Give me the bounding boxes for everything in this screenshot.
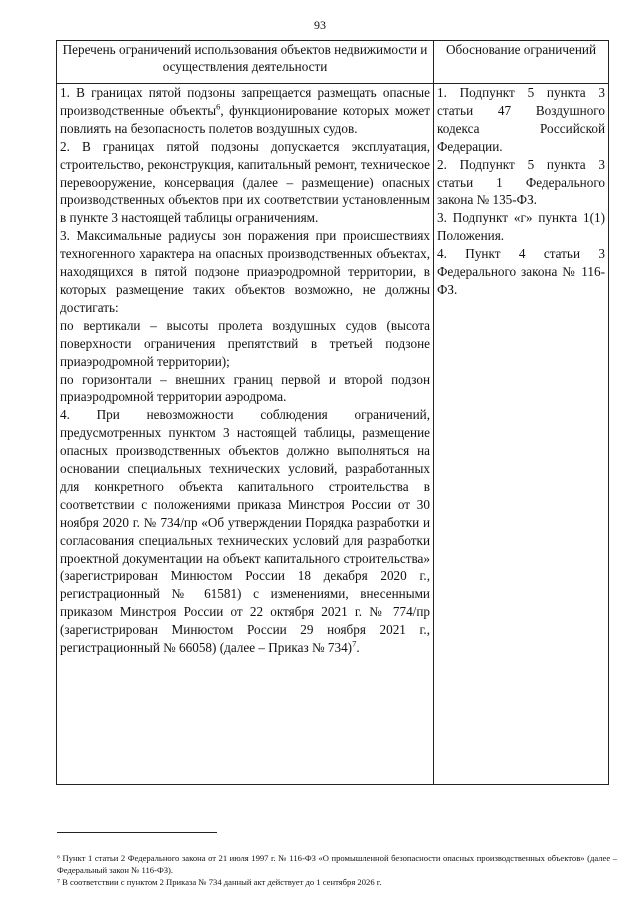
- basis-item-2: 2. Подпункт 5 пункта 3 статьи 1 Федерального закона № 135-ФЗ.: [437, 156, 605, 208]
- restriction-item-1: [57, 84, 433, 138]
- restriction-item-4: [57, 406, 433, 657]
- restriction-item-1-tail: , функционирование которых может повлиять на безопасность полетов воздушных судов.: [60, 102, 430, 136]
- restrictions-cell: [57, 84, 434, 785]
- basis-item-4: 4. Пункт 4 статьи 3 Федерального закона № 116-ФЗ.: [437, 246, 605, 297]
- footnote-separator: [57, 832, 217, 833]
- header-restrictions-basis: Обоснование ограничений: [434, 41, 609, 84]
- page-number: 93: [314, 18, 326, 32]
- table-header-row: [57, 41, 609, 84]
- basis-item-3: 3. Подпункт «г» пункта 1(1) Положения.: [437, 210, 605, 244]
- restriction-item-2: 2. В границах пятой подзоны допускается эксплуатация, строительство, реконструкция, капитальный ремонт, техническое перевооружение, консервация (далее – размещение) опасных производственных объектов при их соответствии установленным в пункте 3 настоящей таблицы ограничениям.: [60, 138, 430, 226]
- basis-cell: [434, 84, 609, 785]
- header-restrictions-list: Перечень ограничений использования объектов недвижимости и осуществления деятельности: [57, 41, 434, 84]
- footnote-7: ⁷ В соответствии с пунктом 2 Приказа № 734 данный акт действует до 1 сентября 2026 г.: [57, 877, 382, 887]
- footnote-6: ⁶ Пункт 1 статьи 2 Федерального закона от 21 июля 1997 г. № 116-ФЗ «О промышленной безопасности опасных производственных объектов» (далее – Федеральный закон № 116-ФЗ).: [57, 853, 617, 875]
- footnotes: [57, 852, 617, 888]
- restriction-item-1-text: 1. В границах пятой подзоны запрещается размещать опасные производственные объекты: [60, 85, 430, 118]
- basis-item-1: 1. Подпункт 5 пункта 3 статьи 47 Воздушного кодекса Российской Федерации.: [437, 85, 605, 154]
- restriction-item-3: 3. Максимальные радиусы зон поражения при происшествиях техногенного характера на опасных производственных объектах, находящихся в пятой подзоне приаэродромной территории, в которых размещение таких объектов возможно, не должны достигать:: [60, 228, 430, 315]
- footnote-ref-6: 6: [216, 101, 221, 112]
- restriction-item-3-horizontal: по горизонтали – внешних границ первой и второй подзон приаэродромной территории аэродрома.: [60, 371, 430, 405]
- restriction-item-3-vertical: по вертикали – высоты пролета воздушных судов (высота поверхности ограничения препятствий в третьей подзоне приаэродромной территории);: [60, 317, 430, 369]
- footnote-ref-7: 7: [352, 638, 357, 649]
- restriction-item-4-text: 4. При невозможности соблюдения ограничений, предусмотренных пунктом 3 настоящей таблицы, размещение опасных производственных объектов должно выполняться на основании специальных технических условий, разработанных для конкретного объекта капитального строительства в соответствии с положениями приказа Минстроя России от 30 ноября 2020 г. № 734/пр «Об утверждении Порядка разработки и согласования специальных технических условий для разработки проектной документации на объект капитального строительства» (зарегистрирован Минюстом России 18 декабря 2020 г., регистрационный № 61581) с изменениями, внесенными приказом Минстроя России от 22 октября 2021 г. № 774/пр (зарегистрирован Минюстом России 29 ноября 2021 г., регистрационный № 66058) (далее – Приказ № 734): [60, 407, 430, 656]
- restrictions-table: [56, 40, 609, 785]
- restriction-item-4-tail: .: [356, 640, 360, 656]
- table-body-row: [57, 84, 609, 785]
